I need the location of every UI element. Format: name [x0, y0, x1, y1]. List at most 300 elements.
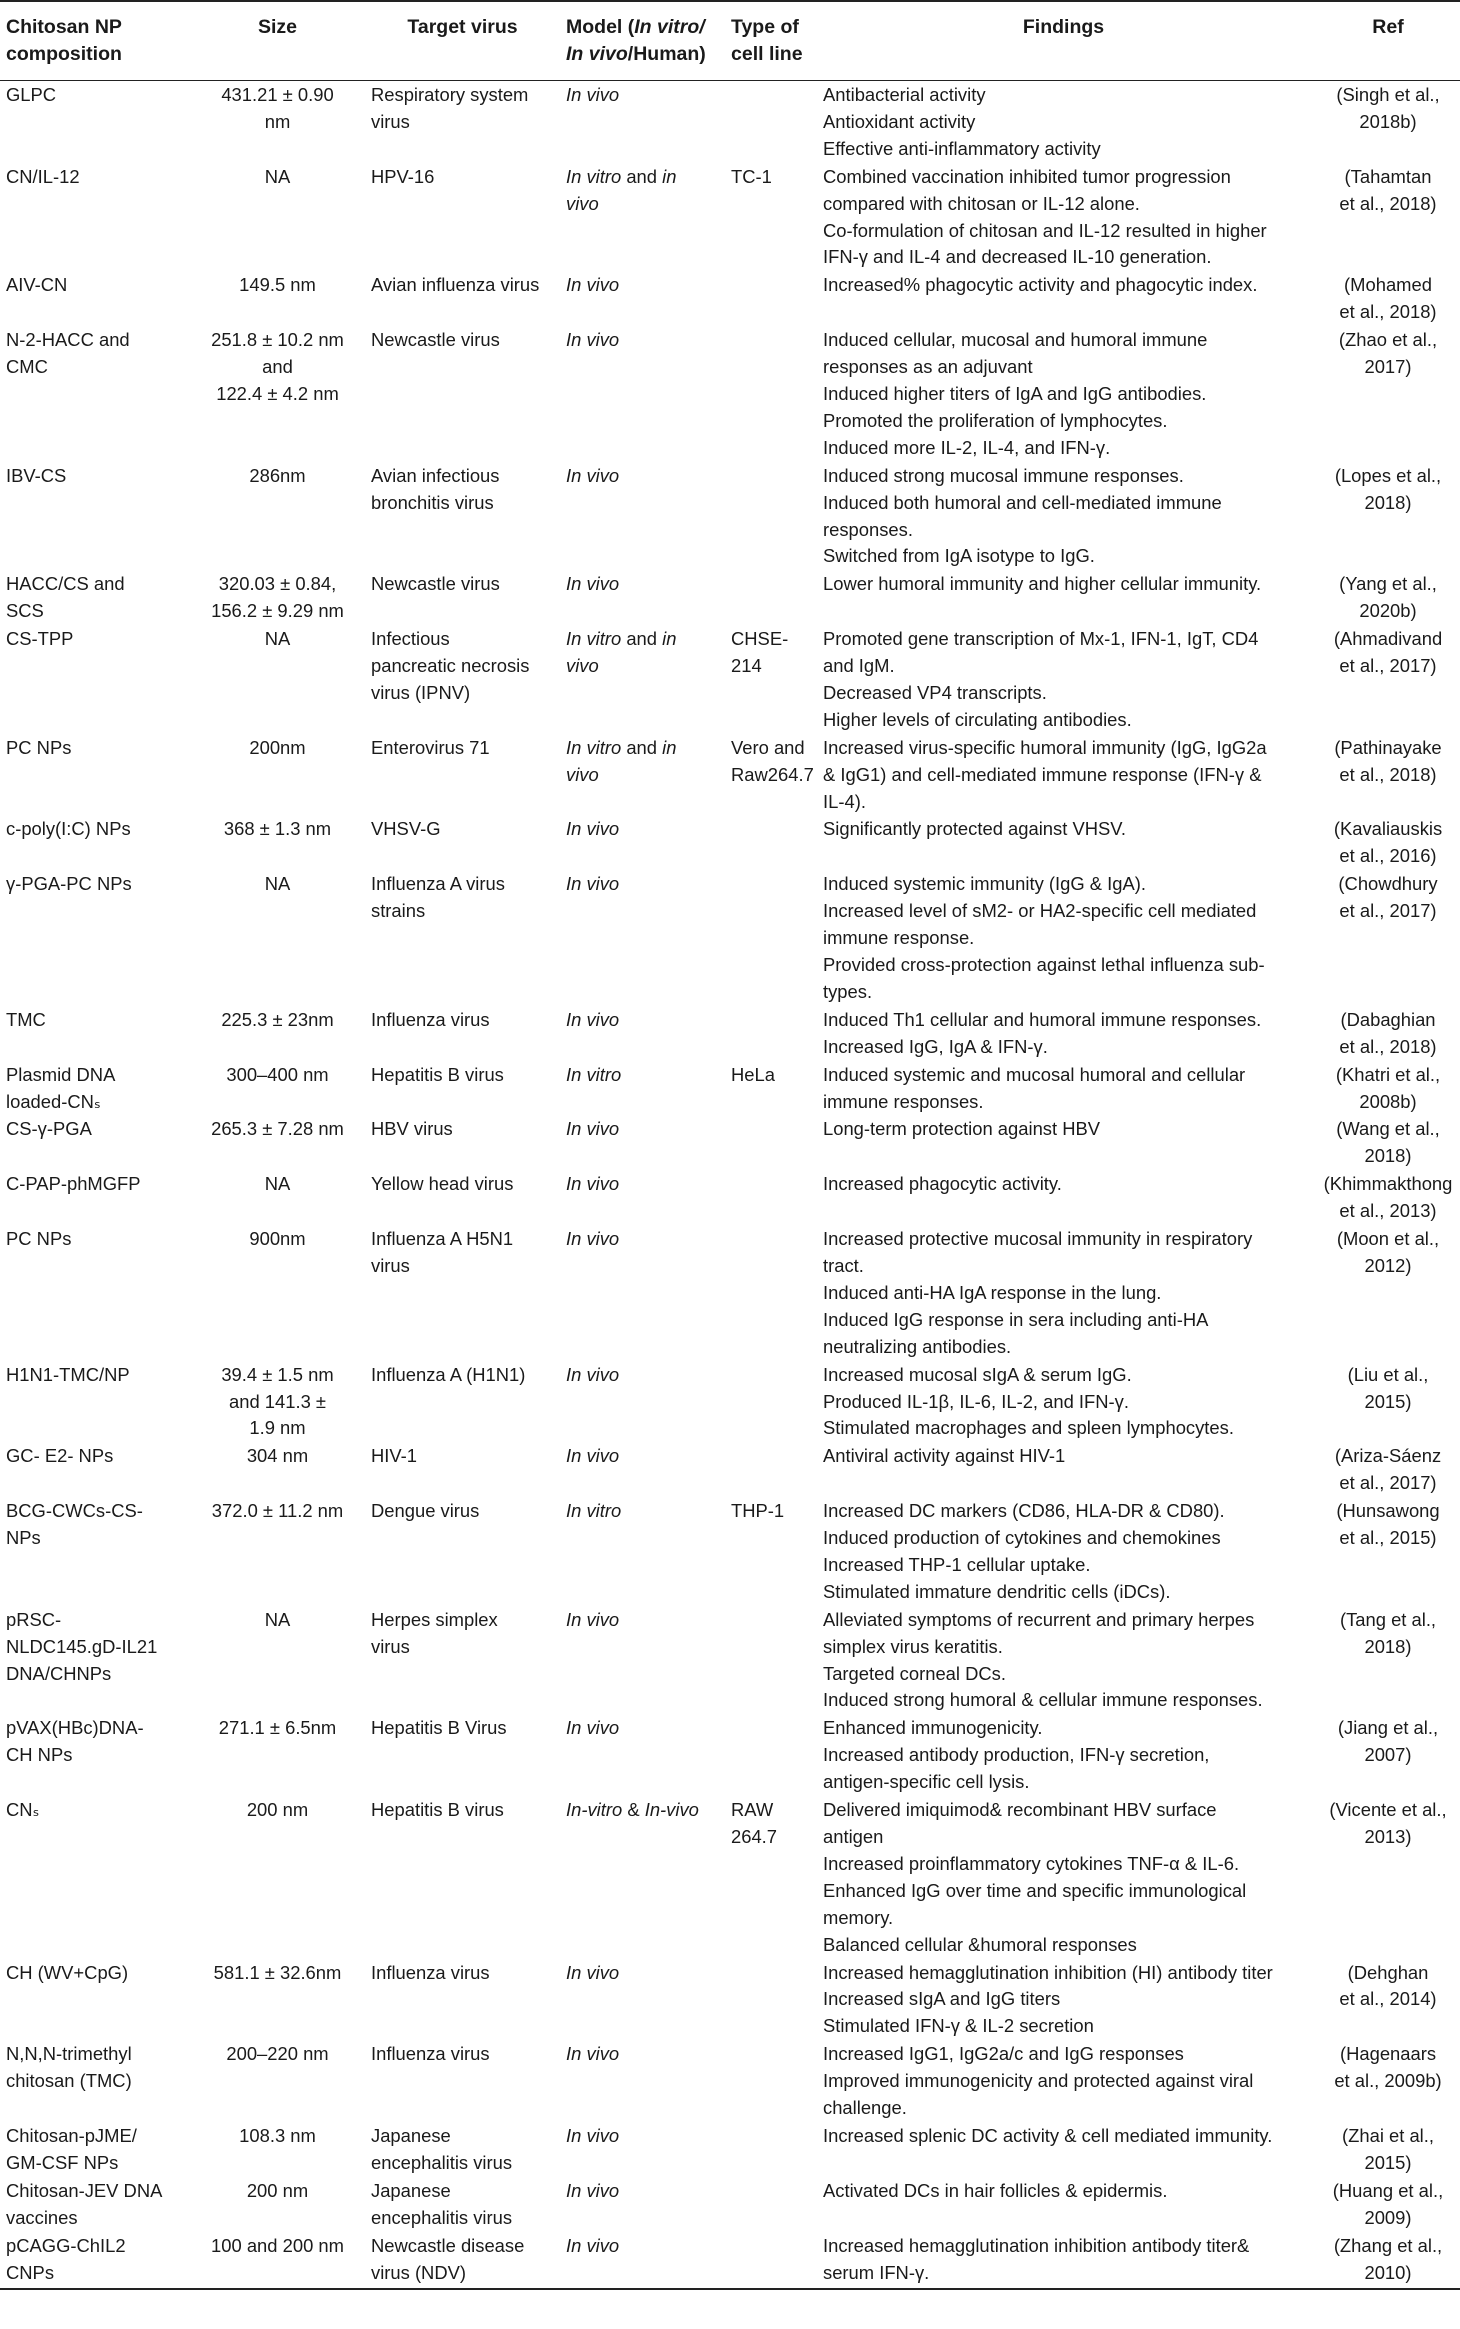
model-cell [560, 1006, 725, 1061]
model-cell [560, 1225, 725, 1361]
finding-item: Induced more IL-2, IL-4, and IFN-γ. [823, 436, 1111, 458]
ref-cell: (Moon et al., 2012) [1336, 1228, 1440, 1276]
findings-cell [817, 81, 1310, 163]
finding-item: Significantly protected against VHSV. [823, 818, 1126, 840]
finding-item: Increased virus-specific humoral immunity (IgG, IgG2a & IgG1) and cell-mediated immune response (IFN-γ & IL-4). [823, 736, 1267, 812]
model-text: In vivo [566, 1118, 620, 1140]
findings-cell [817, 163, 1310, 272]
model-text: In vitro [566, 1063, 622, 1085]
table-row [0, 2177, 1460, 2232]
model-text: In vivo [566, 1008, 620, 1030]
model-cell [560, 1361, 725, 1443]
cell-line-cell [725, 2232, 817, 2290]
composition-cell: AIV-CN [6, 274, 68, 296]
model-text: In vivo [566, 1961, 620, 1983]
size-cell: 100 and 200 nm [190, 2232, 365, 2290]
model-text: In vitro [566, 628, 622, 650]
composition-cell: CH (WV+CpG) [6, 1961, 129, 1983]
finding-item: Enhanced immunogenicity. [823, 1717, 1043, 1739]
table-row [0, 870, 1460, 1006]
finding-item: Co-formulation of chitosan and IL-12 resulted in higher IFN-γ and IL-4 and decreased IL-10 generation. [823, 219, 1267, 268]
finding-item: Targeted corneal DCs. [823, 1662, 1006, 1684]
model-cell [560, 2122, 725, 2177]
findings-cell [817, 1714, 1310, 1796]
composition-cell: PC NPs [6, 736, 72, 758]
findings-cell [817, 1361, 1310, 1443]
ref-cell: (Liu et al., 2015) [1347, 1363, 1429, 1412]
model-text: In vivo [566, 84, 620, 105]
ref-cell: (Tahamtan et al., 2018) [1339, 165, 1437, 214]
table-row [0, 1497, 1460, 1606]
finding-item: Increased proinflammatory cytokines TNF-α & IL-6. [823, 1852, 1240, 1874]
header-target-virus: Target virus [365, 1, 560, 81]
finding-item: Antiviral activity against HIV-1 [823, 1445, 1066, 1467]
finding-item: Induced systemic and mucosal humoral and cellular immune responses. [823, 1063, 1246, 1112]
model-text: In vivo [566, 2179, 620, 2201]
model-text: In vivo [566, 873, 620, 895]
cell-line-cell [725, 1959, 817, 2041]
cell-line-cell [725, 1006, 817, 1061]
size-cell: 320.03 ± 0.84, 156.2 ± 9.29 nm [211, 573, 344, 622]
model-cell [560, 271, 725, 326]
size-cell: 108.3 nm [239, 2124, 316, 2146]
findings-cell [817, 870, 1310, 1006]
target-virus-cell: Japanese encephalitis virus [371, 2124, 513, 2173]
size-cell: 271.1 ± 6.5nm [218, 1717, 337, 1739]
finding-item: Increased hemagglutination inhibition (HI) antibody titer [823, 1961, 1273, 1983]
cell-line-cell [725, 1115, 817, 1170]
finding-item: Provided cross-protection against lethal influenza sub- types. [823, 954, 1265, 1002]
ref-cell: (Zhang et al., 2010) [1310, 2232, 1460, 2290]
model-cell [560, 2040, 725, 2122]
findings-cell [817, 1225, 1310, 1361]
target-virus-cell: Dengue virus [371, 1500, 480, 1522]
table-row [0, 1442, 1460, 1497]
cell-line-cell [725, 570, 817, 625]
size-cell: 265.3 ± 7.28 nm [211, 1118, 344, 1140]
model-text: in vivo [566, 736, 677, 785]
model-text: & [622, 1799, 645, 1821]
model-text: In vitro [566, 165, 622, 187]
composition-cell: GLPC [6, 84, 57, 105]
model-cell [560, 1714, 725, 1796]
findings-cell [817, 2177, 1310, 2232]
table-row [0, 815, 1460, 870]
ref-cell: (Ariza-Sáenz et al., 2017) [1334, 1445, 1442, 1494]
composition-cell: HACC/CS and SCS [6, 573, 125, 622]
target-virus-cell: Newcastle disease virus (NDV) [365, 2232, 560, 2290]
cell-line-cell: CHSE- 214 [731, 628, 789, 677]
finding-item: Induced IgG response in sera including anti-HA neutralizing antibodies. [823, 1308, 1209, 1357]
target-virus-cell: VHSV-G [371, 818, 441, 840]
size-cell: 200–220 nm [226, 2043, 329, 2065]
findings-cell [817, 1006, 1310, 1061]
size-cell: 200 nm [246, 2179, 309, 2201]
cell-line-cell: Vero and Raw264.7 [731, 736, 814, 785]
composition-cell: CS-γ-PGA [6, 1118, 92, 1140]
model-cell [560, 734, 725, 816]
size-cell: 900nm [249, 1228, 306, 1250]
composition-cell: Plasmid DNA loaded-CNₛ [6, 1063, 116, 1112]
model-cell [560, 570, 725, 625]
table-row [0, 1361, 1460, 1443]
size-cell: NA [264, 1173, 291, 1195]
finding-item: Antibacterial activity [823, 84, 986, 105]
model-cell [560, 625, 725, 734]
composition-cell: CN/IL-12 [6, 165, 80, 187]
cell-line-cell [725, 1225, 817, 1361]
ref-cell: (Dabaghian et al., 2018) [1339, 1008, 1437, 1057]
table-row [0, 163, 1460, 272]
ref-cell: (Zhao et al., 2017) [1338, 329, 1438, 378]
table-row [0, 2122, 1460, 2177]
finding-item: Increased phagocytic activity. [823, 1173, 1062, 1195]
finding-item: Antioxidant activity [823, 110, 976, 132]
finding-item: Induced systemic immunity (IgG & IgA). [823, 873, 1146, 895]
target-virus-cell: Hepatitis B virus [371, 1063, 504, 1085]
model-text: In vivo [566, 818, 620, 840]
ref-cell: (Dehghan et al., 2014) [1339, 1961, 1437, 2010]
cell-line-cell [725, 2177, 817, 2232]
cell-line-cell: RAW 264.7 [731, 1799, 778, 1847]
composition-cell: N-2-HACC and CMC [6, 329, 130, 378]
finding-item: Increased THP-1 cellular uptake. [823, 1553, 1091, 1575]
findings-cell [817, 2040, 1310, 2122]
finding-item: Decreased VP4 transcripts. [823, 681, 1047, 703]
composition-cell: CNₛ [6, 1799, 40, 1821]
model-cell [560, 81, 725, 163]
target-virus-cell: Respiratory system virus [371, 84, 529, 132]
model-cell [560, 462, 725, 571]
model-cell [560, 1442, 725, 1497]
ref-cell: (Kavaliauskis et al., 2016) [1333, 818, 1443, 867]
composition-cell: H1N1-TMC/NP [6, 1363, 130, 1385]
target-virus-cell: Infectious pancreatic necrosis virus (IPNV) [371, 628, 530, 703]
finding-item: Increased sIgA and IgG titers [823, 1988, 1061, 2010]
findings-cell [817, 570, 1310, 625]
ref-cell: (Hunsawong et al., 2015) [1336, 1500, 1440, 1549]
table-row [0, 271, 1460, 326]
target-virus-cell: Enterovirus 71 [371, 736, 490, 758]
composition-cell: c-poly(I:C) NPs [6, 818, 131, 840]
ref-cell: (Chowdhury et al., 2017) [1338, 873, 1438, 922]
model-cell [560, 1497, 725, 1606]
model-cell [560, 326, 725, 462]
table-row [0, 1606, 1460, 1715]
findings-cell [817, 1497, 1310, 1606]
composition-cell: Chitosan-pJME/ GM-CSF NPs [6, 2124, 137, 2173]
model-text: In vivo [566, 1608, 620, 1630]
model-cell [560, 2177, 725, 2232]
target-virus-cell: Japanese encephalitis virus [371, 2179, 513, 2228]
findings-cell [817, 2122, 1310, 2177]
size-cell: 581.1 ± 32.6nm [213, 1961, 342, 1983]
finding-item: Increased IgG, IgA & IFN-γ. [823, 1035, 1048, 1057]
target-virus-cell: HBV virus [371, 1118, 453, 1140]
cell-line-cell [725, 2122, 817, 2177]
cell-line-cell [725, 326, 817, 462]
finding-item: Switched from IgA isotype to IgG. [823, 545, 1095, 567]
cell-line-cell [725, 1170, 817, 1225]
target-virus-cell: Herpes simplex virus [371, 1608, 498, 1657]
composition-cell: N,N,N-trimethyl chitosan (TMC) [6, 2043, 132, 2092]
finding-item: Promoted the proliferation of lymphocytes. [823, 409, 1168, 431]
finding-item: Increased IgG1, IgG2a/c and IgG responses [823, 2043, 1184, 2065]
table-body [0, 81, 1460, 2290]
composition-cell: BCG-CWCs-CS- NPs [6, 1500, 143, 1549]
cell-line-cell [725, 271, 817, 326]
model-text: In vivo [566, 1717, 620, 1739]
composition-cell: CS-TPP [6, 628, 74, 650]
finding-item: Induced both humoral and cell-mediated immune responses. [823, 491, 1222, 540]
finding-item: Induced Th1 cellular and humoral immune responses. [823, 1008, 1262, 1030]
findings-cell [817, 1061, 1310, 1116]
composition-cell: γ-PGA-PC NPs [6, 873, 132, 895]
finding-item: Effective anti-inflammatory activity [823, 137, 1101, 159]
composition-cell: Chitosan-JEV DNA vaccines [6, 2179, 163, 2228]
finding-item: Induced anti-HA IgA response in the lung. [823, 1281, 1162, 1303]
model-cell [560, 163, 725, 272]
ref-cell: (Wang et al., 2018) [1336, 1118, 1440, 1167]
header-model-part-b: In vitro/ [634, 16, 705, 38]
header-model-part-a: Model ( [566, 16, 635, 38]
target-virus-cell: Avian infectious bronchitis virus [371, 464, 500, 513]
model-text: in vivo [566, 628, 677, 677]
finding-item: Induced strong mucosal immune responses. [823, 464, 1184, 486]
size-cell: 304 nm [246, 1445, 309, 1467]
target-virus-cell: Hepatitis B virus [371, 1799, 504, 1821]
model-cell [560, 1061, 725, 1116]
finding-item: Produced IL-1β, IL-6, IL-2, and IFN-γ. [823, 1390, 1129, 1412]
table-row [0, 734, 1460, 816]
model-text: in vivo [566, 165, 677, 214]
table-row [0, 2040, 1460, 2122]
composition-cell: GC- E2- NPs [6, 1445, 114, 1467]
findings-cell [817, 462, 1310, 571]
header-size: Size [190, 1, 365, 81]
table-row [0, 625, 1460, 734]
cell-line-cell: TC-1 [731, 165, 772, 187]
cell-line-cell [725, 815, 817, 870]
header-cell-line: Type of cell line [725, 1, 817, 81]
model-text: and [621, 628, 663, 650]
target-virus-cell: Influenza A virus strains [371, 873, 505, 922]
size-cell: NA [264, 873, 291, 895]
table-row [0, 1170, 1460, 1225]
finding-item: Alleviated symptoms of recurrent and primary herpes simplex virus keratitis. [823, 1608, 1255, 1657]
cell-line-cell [725, 1442, 817, 1497]
findings-cell [817, 1959, 1310, 2041]
model-text: In vivo [566, 2234, 620, 2256]
size-cell: 251.8 ± 10.2 nm and 122.4 ± 4.2 nm [211, 329, 344, 404]
composition-cell: pVAX(HBc)DNA- CH NPs [6, 1717, 144, 1766]
ref-cell: (Huang et al., 2009) [1332, 2179, 1444, 2228]
ref-cell: (Tang et al., 2018) [1339, 1608, 1437, 1657]
target-virus-cell: HIV-1 [371, 1445, 417, 1467]
findings-cell [817, 625, 1310, 734]
table-row [0, 1115, 1460, 1170]
finding-item: Higher levels of circulating antibodies. [823, 708, 1132, 730]
model-text: In vivo [566, 274, 620, 296]
table-row [0, 1796, 1460, 1958]
ref-cell: (Jiang et al., 2007) [1337, 1717, 1439, 1766]
table-row [0, 1006, 1460, 1061]
findings-cell [817, 1170, 1310, 1225]
target-virus-cell: Newcastle virus [371, 329, 500, 351]
findings-cell [817, 326, 1310, 462]
finding-item: Induced production of cytokines and chemokines [823, 1527, 1221, 1549]
model-text: In vivo [566, 464, 620, 486]
finding-item: Stimulated macrophages and spleen lymphocytes. [823, 1417, 1234, 1439]
finding-item: Enhanced IgG over time and specific immunological memory. [823, 1879, 1247, 1928]
model-text: In vitro [566, 1500, 622, 1522]
target-virus-cell: Influenza virus [371, 1008, 490, 1030]
table-row [0, 570, 1460, 625]
table-row [0, 1959, 1460, 2041]
table-row [0, 81, 1460, 163]
findings-cell [817, 1115, 1310, 1170]
model-text: In vivo [566, 573, 620, 595]
model-text: and [621, 736, 663, 758]
composition-cell: pRSC- NLDC145.gD-IL21 DNA/CHNPs [6, 1608, 158, 1684]
finding-item: Stimulated immature dendritic cells (iDCs). [823, 1580, 1171, 1602]
ref-cell: (Yang et al., 2020b) [1339, 573, 1437, 622]
finding-item: Stimulated IFN-γ & IL-2 secretion [823, 2015, 1094, 2037]
finding-item: Induced cellular, mucosal and humoral immune responses as an adjuvant [823, 329, 1208, 378]
size-cell: 286nm [249, 464, 306, 486]
model-text: and [621, 165, 663, 187]
size-cell: 300–400 nm [226, 1063, 329, 1085]
table-row [0, 326, 1460, 462]
ref-cell: (Vicente et al., 2013) [1329, 1799, 1447, 1847]
composition-cell: C-PAP-phMGFP [6, 1173, 141, 1195]
ref-cell: (Ahmadivand et al., 2017) [1333, 628, 1443, 677]
table-row [0, 1225, 1460, 1361]
findings-cell [817, 1606, 1310, 1715]
finding-item: Balanced cellular &humoral responses [823, 1933, 1137, 1955]
size-cell: 200 nm [246, 1799, 309, 1821]
model-cell [560, 1115, 725, 1170]
model-cell [560, 1796, 725, 1958]
size-cell: 200nm [249, 736, 306, 758]
model-text: In vivo [566, 1363, 620, 1385]
finding-item: Induced higher titers of IgA and IgG antibodies. [823, 382, 1207, 404]
target-virus-cell: Influenza virus [371, 2043, 490, 2065]
ref-cell: (Hagenaars et al., 2009b) [1334, 2043, 1442, 2092]
findings-cell [817, 1796, 1310, 1958]
model-cell [560, 870, 725, 1006]
model-text: In vivo [566, 1173, 620, 1195]
model-cell [560, 815, 725, 870]
finding-item: Increased mucosal sIgA & serum IgG. [823, 1363, 1132, 1385]
size-cell: 372.0 ± 11.2 nm [211, 1500, 344, 1522]
composition-cell: TMC [6, 1008, 46, 1030]
model-text: In vivo [566, 2043, 620, 2065]
size-cell: 431.21 ± 0.90 nm [221, 84, 334, 132]
finding-item: Increased protective mucosal immunity in respiratory tract. [823, 1228, 1253, 1276]
target-virus-cell: Yellow head virus [371, 1173, 514, 1195]
finding-item: Increased hemagglutination inhibition antibody titer& serum IFN-γ. [823, 2234, 1250, 2283]
cell-line-cell [725, 1714, 817, 1796]
composition-cell: PC NPs [6, 1228, 72, 1250]
cell-line-cell [725, 462, 817, 571]
ref-cell: (Zhai et al., 2015) [1342, 2124, 1434, 2173]
ref-cell: (Lopes et al., 2018) [1334, 464, 1442, 513]
findings-cell [817, 1442, 1310, 1497]
model-text: In vitro [566, 736, 622, 758]
finding-item: Increased DC markers (CD86, HLA-DR & CD80). [823, 1500, 1225, 1522]
target-virus-cell: Influenza A H5N1 virus [371, 1228, 514, 1276]
model-cell [560, 2232, 725, 2290]
header-model-part-d: /Human) [627, 43, 706, 65]
target-virus-cell: Avian influenza virus [371, 274, 540, 296]
target-virus-cell: Influenza A (H1N1) [371, 1363, 526, 1385]
target-virus-cell: HPV-16 [371, 165, 435, 187]
finding-item: Lower humoral immunity and higher cellular immunity. [823, 573, 1262, 595]
header-composition: Chitosan NP composition [0, 1, 190, 81]
header-model-part-c: In vivo [566, 43, 628, 65]
finding-item: Increased level of sM2- or HA2-specific cell mediated immune response. [823, 900, 1257, 949]
finding-item: Delivered imiquimod& recombinant HBV surface antigen [823, 1799, 1217, 1847]
table-header-row [0, 1, 1460, 81]
table-row [0, 462, 1460, 571]
ref-cell: (Mohamed et al., 2018) [1339, 274, 1437, 323]
size-cell: 368 ± 1.3 nm [223, 818, 332, 840]
model-text: In-vivo [644, 1799, 699, 1821]
finding-item: Increased antibody production, IFN-γ secretion, antigen-specific cell lysis. [823, 1744, 1210, 1793]
cell-line-cell [725, 1606, 817, 1715]
size-cell: NA [264, 628, 291, 650]
size-cell: 225.3 ± 23nm [221, 1008, 334, 1030]
model-text: In vivo [566, 1228, 620, 1250]
header-model [560, 1, 725, 81]
table-row [0, 1061, 1460, 1116]
finding-item: Increased splenic DC activity & cell mediated immunity. [823, 2124, 1273, 2146]
model-text: In vivo [566, 1445, 620, 1467]
ref-cell: (Khatri et al., 2008b) [1335, 1063, 1441, 1112]
cell-line-cell [725, 81, 817, 163]
size-cell: NA [264, 1608, 291, 1630]
findings-cell [817, 271, 1310, 326]
size-cell: 149.5 nm [239, 274, 316, 296]
composition-cell: IBV-CS [6, 464, 67, 486]
findings-cell [817, 815, 1310, 870]
header-ref: Ref [1310, 1, 1460, 81]
finding-item: Promoted gene transcription of Mx-1, IFN-1, IgT, CD4 and IgM. [823, 628, 1259, 677]
finding-item: Activated DCs in hair follicles & epidermis. [823, 2179, 1168, 2201]
model-text: In vivo [566, 2124, 620, 2146]
size-cell: NA [264, 165, 291, 187]
target-virus-cell: Newcastle virus [371, 573, 500, 595]
header-findings: Findings [817, 1, 1310, 81]
cell-line-cell: THP-1 [731, 1500, 785, 1522]
ref-cell: (Khimmakthong et al., 2013) [1323, 1173, 1453, 1222]
model-text: In-vitro [566, 1799, 623, 1821]
composition-cell: pCAGG-ChIL2 CNPs [0, 2232, 190, 2290]
table-row [0, 1714, 1460, 1796]
finding-item: Long-term protection against HBV [823, 1118, 1101, 1140]
model-cell [560, 1606, 725, 1715]
model-cell [560, 1170, 725, 1225]
cell-line-cell: HeLa [731, 1063, 775, 1085]
ref-cell: (Pathinayake et al., 2018) [1334, 736, 1442, 785]
cell-line-cell [725, 870, 817, 1006]
findings-cell [817, 2232, 1310, 2290]
ref-cell: (Singh et al., 2018b) [1336, 84, 1440, 132]
findings-cell [817, 734, 1310, 816]
model-cell [560, 1959, 725, 2041]
finding-item: Induced strong humoral & cellular immune responses. [823, 1689, 1263, 1711]
